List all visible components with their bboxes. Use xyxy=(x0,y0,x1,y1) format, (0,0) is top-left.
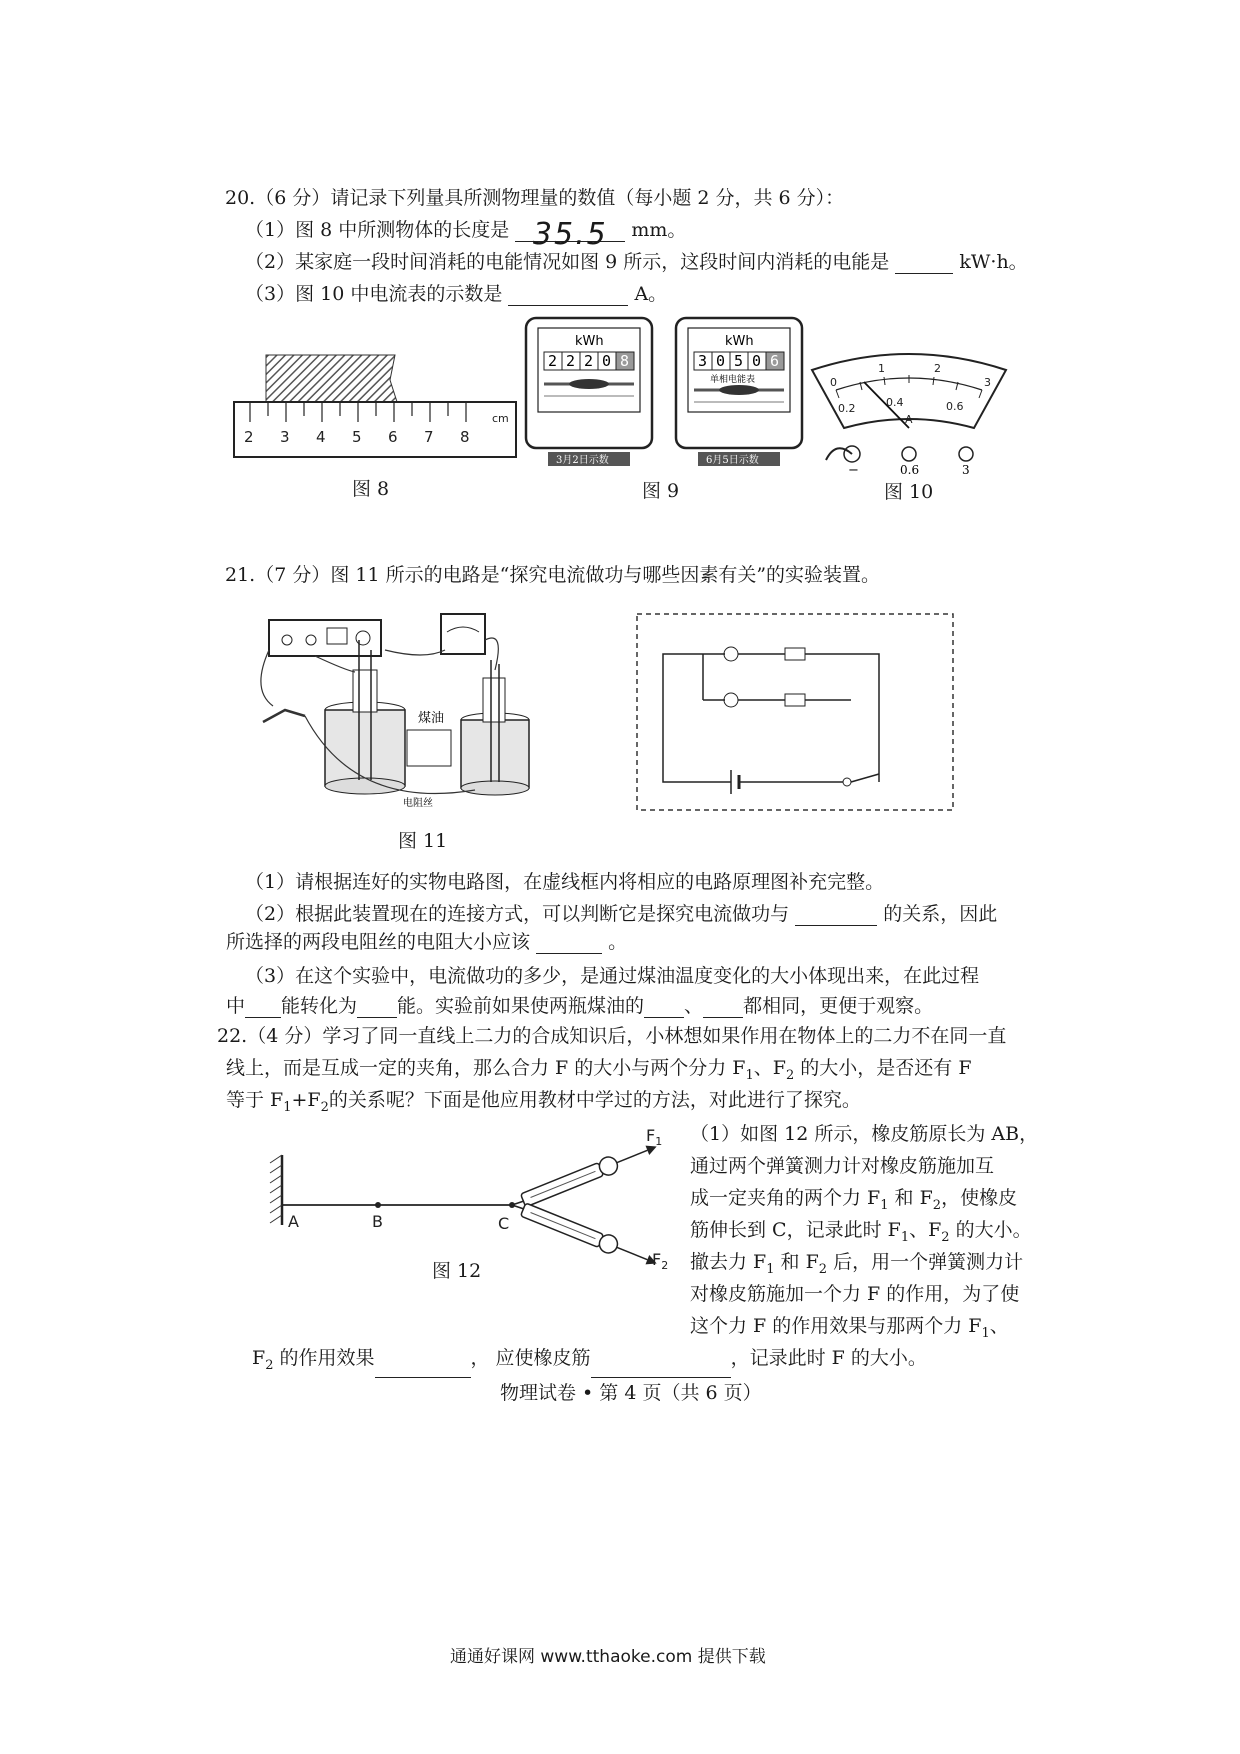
q22-line2-sub1: 1 xyxy=(745,1067,754,1083)
figure-12-caption: 图 12 xyxy=(432,1260,482,1282)
ruler-tick-label: 6 xyxy=(388,428,398,446)
wire-label: 电阻丝 xyxy=(403,798,433,809)
point-b xyxy=(375,1202,381,1208)
figure-11-schematic xyxy=(635,612,955,812)
q22-right-line7 xyxy=(690,1314,1009,1346)
q20-part2-text: （2）某家庭一段时间消耗的电能情况如图 9 所示，这段时间内消耗的电能是 xyxy=(245,251,890,273)
ammeter-terminal-label: − xyxy=(848,463,859,478)
ammeter-top-label: 1 xyxy=(878,362,885,375)
figure-11-apparatus xyxy=(255,610,555,810)
kerosene-label: 煤油 xyxy=(418,711,445,726)
q21-part2-text2: 的关系，因此 xyxy=(883,903,998,925)
figure-10-ammeter xyxy=(806,350,1012,478)
q22-last-b: 的作用效果 xyxy=(273,1347,375,1369)
label-a: A xyxy=(288,1212,299,1231)
q22-r4-c: 的大小。 xyxy=(949,1219,1032,1241)
q20-part3-blank xyxy=(508,285,628,306)
q22-r4-sub2: 2 xyxy=(941,1229,950,1245)
meter2-digit: 0 xyxy=(752,352,762,370)
q20-part3-unit: A。 xyxy=(634,283,668,305)
q22-line3-sub2: 2 xyxy=(320,1099,329,1115)
q22-r3-a: 成一定夹角的两个力 F xyxy=(690,1187,881,1209)
q20-part1-blank xyxy=(515,217,625,252)
source-footer: 通通好课网 www.tthaoke.com 提供下载 xyxy=(450,1647,766,1667)
ruler-tick-label: 8 xyxy=(460,428,470,446)
q21-part3-text-d: 、 xyxy=(684,995,704,1017)
thermometer-1-symbol xyxy=(724,647,738,661)
q22-line3-a: 等于 F xyxy=(226,1089,284,1111)
ammeter-unit: A xyxy=(905,413,913,426)
q22-r5-sub1: 1 xyxy=(766,1261,775,1277)
q22-r5-c: 后，用一个弹簧测力计 xyxy=(827,1251,1024,1273)
thermometer-2-symbol xyxy=(724,693,738,707)
meter1-digit: 2 xyxy=(566,352,576,370)
left-bottle xyxy=(325,640,405,794)
ammeter-top-label: 3 xyxy=(984,376,991,389)
q21-part3-blank-3 xyxy=(644,997,684,1018)
meter1-label: 3月2日示数 xyxy=(556,455,609,466)
meter1-unit: kWh xyxy=(575,334,604,349)
spring-scale-2 xyxy=(520,1201,660,1272)
figure-11-caption: 图 11 xyxy=(398,830,448,852)
q22-last-line xyxy=(252,1346,927,1378)
q21-part2-line2-blank xyxy=(536,933,602,954)
q22-line2-sub2: 2 xyxy=(785,1067,795,1083)
q22-r4-a: 筋伸长到 C，记录此时 F xyxy=(690,1219,901,1241)
figure-8-ruler xyxy=(230,350,520,480)
q20-header: 20.（6 分）请记录下列量具所测物理量的数值（每小题 2 分，共 6 分）： xyxy=(225,187,845,209)
ruler-tick-label: 7 xyxy=(424,428,434,446)
resistor-2 xyxy=(785,694,805,706)
right-bottle xyxy=(461,660,529,795)
ruler-tick-label: 2 xyxy=(244,428,254,446)
figure-8-caption: 图 8 xyxy=(352,478,390,500)
figure-9-caption: 图 9 xyxy=(642,480,680,502)
q22-right-line5 xyxy=(690,1250,1023,1282)
ammeter-inner-label: 0.6 xyxy=(946,400,964,413)
q22-header: 22.（4 分）学习了同一直线上二力的合成知识后，小林想如果作用在物体上的二力不在同一直 xyxy=(217,1025,1007,1047)
q21-part3-text-c: 能。实验前如果使两瓶煤油的 xyxy=(397,995,645,1017)
q22-right-line3 xyxy=(690,1186,1017,1218)
q22-line3-c: 的关系呢？下面是他应用教材中学过的方法，对此进行了探究。 xyxy=(328,1089,861,1111)
ammeter-top-label: 2 xyxy=(934,362,941,375)
ruler-body xyxy=(234,402,516,457)
dashed-box xyxy=(637,614,953,810)
q22-r3-b: 和 F xyxy=(888,1187,933,1209)
q21-part3-text-e: 都相同，更便于观察。 xyxy=(743,995,934,1017)
q22-line3-sub1: 1 xyxy=(283,1099,292,1115)
q21-part2 xyxy=(245,902,997,926)
q22-right-line4 xyxy=(690,1218,1032,1250)
q22-right-line2: 通过两个弹簧测力计对橡皮筋施加互 xyxy=(690,1155,995,1177)
switch xyxy=(263,710,305,722)
q22-last-c: ， 应使橡皮筋 xyxy=(470,1347,591,1369)
figure-9-meters xyxy=(520,312,810,472)
ruler-tick-label: 4 xyxy=(316,428,326,446)
q22-r4-sub1: 1 xyxy=(900,1229,910,1245)
label-f2-letter: F xyxy=(652,1250,662,1269)
q22-r4-b: 、F xyxy=(909,1219,942,1241)
q22-right-line1: （1）如图 12 所示，橡皮筋原长为 AB， xyxy=(690,1123,1039,1145)
ammeter-terminal-label: 0.6 xyxy=(900,463,920,477)
ammeter-terminal-label: 3 xyxy=(962,463,970,477)
label-c: C xyxy=(498,1214,510,1233)
meter1-digit: 8 xyxy=(620,352,630,370)
ammeter-inner-label: 0.4 xyxy=(886,396,904,409)
q21-part2-text: （2）根据此装置现在的连接方式，可以判断它是探究电流做功与 xyxy=(245,903,790,925)
ruler-tick-label: 3 xyxy=(280,428,290,446)
q22-line2-a: 线上，而是互成一定的夹角，那么合力 F 的大小与两个分力 F xyxy=(226,1057,746,1079)
q21-header: 21.（7 分）图 11 所示的电路是“探究电流做功与哪些因素有关”的实验装置。 xyxy=(225,564,881,586)
q21-part3-blank-2 xyxy=(357,997,397,1018)
label-f2-sub: 2 xyxy=(661,1259,669,1272)
spring-scale-1 xyxy=(520,1138,660,1209)
q21-part2-line2-text: 所选择的两段电阻丝的电阻大小应该 xyxy=(226,931,531,953)
label-f1-sub: 1 xyxy=(655,1135,663,1148)
q20-part2-blank xyxy=(895,253,953,274)
q22-r5-sub2: 2 xyxy=(818,1261,828,1277)
q20-part1-answer: 35.5 xyxy=(532,217,608,252)
q22-r7-a: 这个力 F 的作用效果与那两个力 F xyxy=(690,1315,982,1337)
q22-r5-a: 撤去力 F xyxy=(690,1251,767,1273)
q22-r7-b: 、 xyxy=(989,1315,1009,1337)
ammeter-terminals xyxy=(826,446,973,478)
switch-symbol xyxy=(843,778,851,786)
q20-part1 xyxy=(245,217,687,252)
q22-last-sub: 2 xyxy=(265,1357,274,1373)
q20-part1-text: （1）图 8 中所测物体的长度是 xyxy=(245,219,510,241)
q22-line2-b: 、F xyxy=(753,1057,786,1079)
label-f2 xyxy=(652,1250,668,1272)
ammeter-top-label: 0 xyxy=(830,376,837,389)
q21-part2-line2-end: 。 xyxy=(608,931,628,953)
label-f1-letter: F xyxy=(646,1126,656,1145)
label-f1 xyxy=(646,1126,662,1148)
q20-part1-unit: mm。 xyxy=(631,219,687,241)
q21-part2-line2 xyxy=(226,930,627,954)
resistor-1 xyxy=(785,648,805,660)
ruler-unit: cm xyxy=(492,412,509,425)
q22-line3-b: +F xyxy=(291,1089,321,1111)
q20-part2-unit: kW·h。 xyxy=(959,251,1028,273)
q22-r3-sub2: 2 xyxy=(932,1197,942,1213)
q22-r3-sub1: 1 xyxy=(880,1197,889,1213)
q22-r7-sub1: 1 xyxy=(981,1325,990,1341)
q22-last-a: F xyxy=(252,1347,266,1369)
q22-r3-c: ，使橡皮 xyxy=(941,1187,1018,1209)
q22-line2 xyxy=(226,1056,972,1088)
q20-part2 xyxy=(245,250,1028,274)
energy-meter-1 xyxy=(526,318,652,466)
meter2-digit: 3 xyxy=(698,352,708,370)
q21-part3-text-b: 能转化为 xyxy=(281,995,358,1017)
power-supply xyxy=(269,620,381,656)
ammeter-device xyxy=(441,614,485,654)
meter2-digit: 0 xyxy=(716,352,726,370)
q22-last-blank-2 xyxy=(591,1357,731,1378)
q20-part3 xyxy=(245,282,667,306)
meter1-digit: 2 xyxy=(548,352,558,370)
q22-r5-b: 和 F xyxy=(774,1251,819,1273)
q22-right-line6: 对橡皮筋施加一个力 F 的作用，为了使 xyxy=(690,1283,1020,1305)
ammeter-inner-label: 0.2 xyxy=(838,402,856,415)
q22-last-d: ，记录此时 F 的大小。 xyxy=(730,1347,927,1369)
label-b: B xyxy=(372,1212,383,1231)
measured-object xyxy=(266,355,398,405)
q21-part3-blank-1 xyxy=(245,997,281,1018)
meter2-unit: kWh xyxy=(725,334,754,349)
meter1-digit: 0 xyxy=(602,352,612,370)
meter2-label: 6月5日示数 xyxy=(706,455,759,466)
energy-meter-2 xyxy=(676,318,802,466)
q21-part3-text-a: 中 xyxy=(226,995,246,1017)
q21-part3-line2 xyxy=(226,994,933,1018)
q21-part3-line1: （3）在这个实验中，电流做功的多少，是通过煤油温度变化的大小体现出来，在此过程 xyxy=(245,965,980,987)
meter2-digit: 6 xyxy=(770,352,780,370)
q22-line2-c: 的大小，是否还有 F xyxy=(794,1057,972,1079)
q20-part3-text: （3）图 10 中电流表的示数是 xyxy=(245,283,503,305)
q21-part2-blank xyxy=(795,905,877,926)
meter2-sublabel: 单相电能表 xyxy=(710,375,756,385)
q21-part1: （1）请根据连好的实物电路图，在虚线框内将相应的电路原理图补充完整。 xyxy=(245,871,885,893)
meter2-digit: 5 xyxy=(734,352,744,370)
figure-10-caption: 图 10 xyxy=(884,481,934,503)
rheostat xyxy=(407,730,451,766)
page-footer: 物理试卷 • 第 4 页（共 6 页） xyxy=(500,1382,762,1404)
ruler-tick-label: 5 xyxy=(352,428,362,446)
q22-last-blank-1 xyxy=(375,1357,471,1378)
q21-part3-blank-4 xyxy=(703,997,743,1018)
meter1-digit: 2 xyxy=(584,352,594,370)
